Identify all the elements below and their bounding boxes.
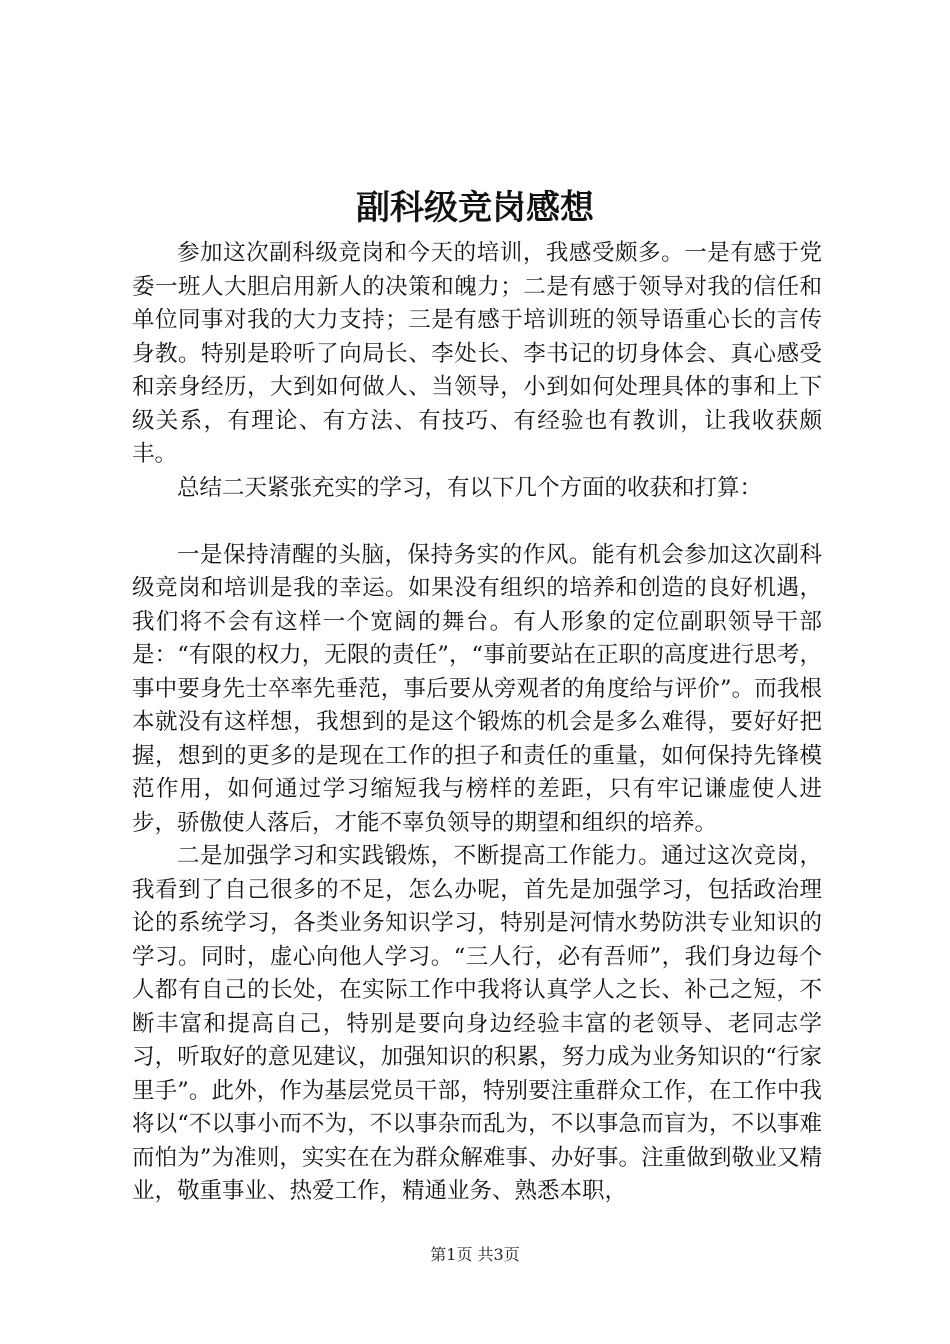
page-footer: 第1页 共3页 bbox=[430, 1245, 520, 1264]
paragraph-gap bbox=[132, 505, 822, 539]
document-title: 副科级竞岗感想 bbox=[356, 188, 594, 228]
paragraph-point-one: 一是保持清醒的头脑，保持务实的作风。能有机会参加这次副科级竞岗和培训是我的幸运。如果没有组织的培养和创造的良好机遇，我们将不会有这样一个宽阔的舞台。有人形象的定位副职领导干部是：“有限的权力，无限的责任”，“事前要站在正职的高度进行思考，事中要身先士卒率先垂范，事后要从旁观者的角度给与评价”。而我根本就没有这样想，我想到的是这个锻炼的机会是多么难得，要好好把握，想到的更多的是现在工作的担子和责任的重量，如何保持先锋模范作用，如何通过学习缩短我与榜样的差距，只有牢记谦虚使人进步，骄傲使人落后，才能不辜负领导的期望和组织的培养。 bbox=[132, 541, 822, 836]
paragraph-point-two: 二是加强学习和实践锻炼，不断提高工作能力。通过这次竞岗，我看到了自己很多的不足，怎么办呢，首先是加强学习，包括政治理论的系统学习，各类业务知识学习，特别是河情水势防洪专业知识的学习。同时，虚心向他人学习。“三人行，必有吾师”，我们身边每个人都有自己的长处，在实际工作中我将认真学人之长、补己之短，不断丰富和提高自己，特别是要向身边经验丰富的老领导、老同志学习，听取好的意见建议，加强知识的积累，努力成为业务知识的“行家里手”。此外，作为基层党员干部，特别要注重群众工作，在工作中我将以“不以事小而不为，不以事杂而乱为，不以事急而盲为，不以事难而怕为”为准则，实实在在为群众解难事、办好事。注重做到敬业又精业，敬重事业、热爱工作，精通业务、熟悉本职， bbox=[132, 843, 822, 1204]
paragraph-summary: 总结二天紧张充实的学习，有以下几个方面的收获和打算： bbox=[177, 474, 763, 501]
paragraph-intro: 参加这次副科级竞岗和今天的培训，我感受颇多。一是有感于党委一班人大胆启用新人的决策和魄力；二是有感于领导对我的信任和单位同事对我的大力支持；三是有感于培训班的领导语重心长的言传身教。特别是聆听了向局长、李处长、李书记的切身体会、真心感受和亲身经历，大到如何做人、当领导，小到如何处理具体的事和上下级关系，有理论、有方法、有技巧、有经验也有教训，让我收获颇丰。 bbox=[132, 240, 822, 467]
document-body bbox=[132, 237, 822, 1209]
